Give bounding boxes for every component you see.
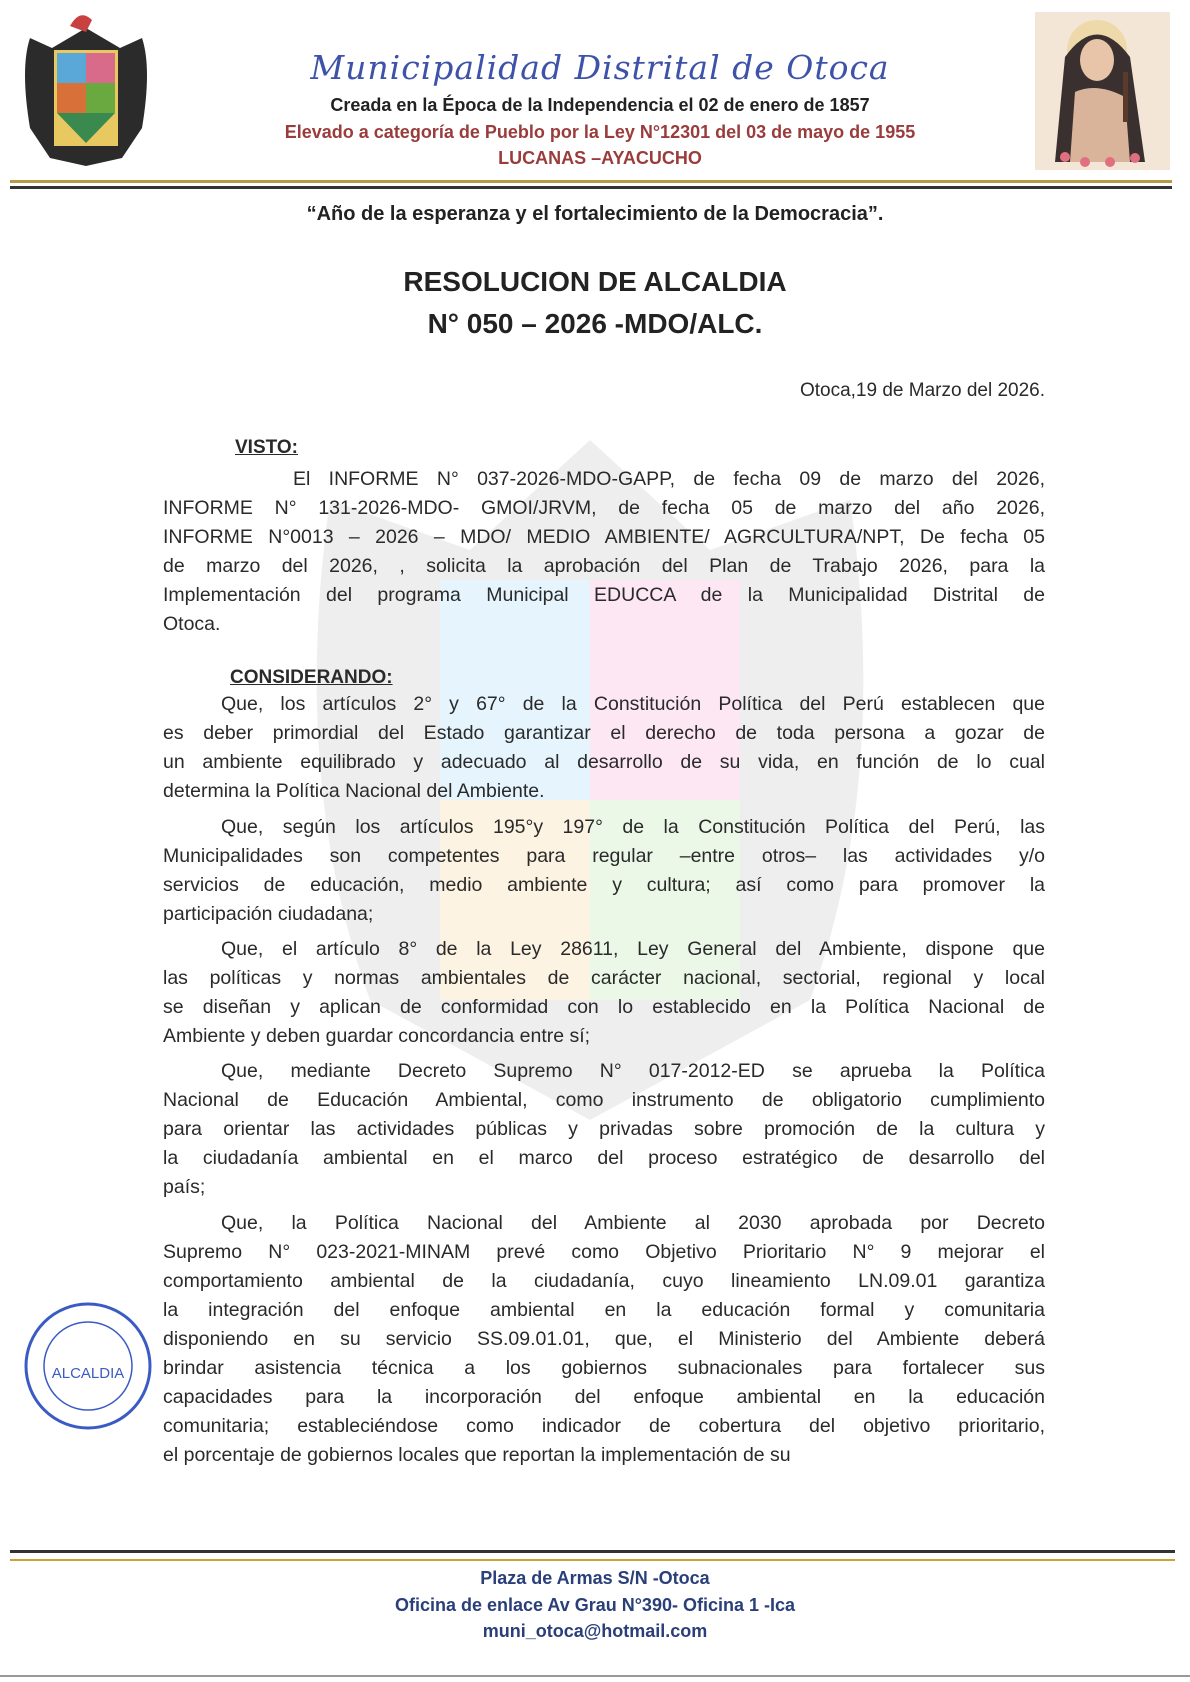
text-line: brindar asistencia técnica a los gobiernos subnacionales para fortalecer sus (163, 1357, 1045, 1379)
text-line: un ambiente equilibrado y adecuado al desarrollo de su vida, en función de lo cual (163, 751, 1045, 773)
considerando-paragraph (163, 1060, 1045, 1205)
municipality-name: Municipalidad Distrital de Otoca (310, 48, 890, 87)
text-line: El INFORME N° 037-2026-MDO-GAPP, de fecha 09 de marzo del 2026, (293, 468, 1045, 490)
resolution-title: RESOLUCION DE ALCALDIA (403, 266, 787, 297)
footer-office: Oficina de enlace Av Grau N°390- Oficina 1 -Ica (394, 1595, 796, 1615)
text-line: comunitaria; estableciéndose como indicador de cobertura del objetivo prioritario, (163, 1415, 1045, 1437)
header-divider-dark (10, 186, 1172, 189)
text-line: Implementación del programa Municipal EDUCCA de la Municipalidad Distrital de (163, 584, 1045, 606)
text-line: disponiendo en su servicio SS.09.01.01, que, el Ministerio del Ambiente deberá (163, 1328, 1045, 1350)
text-line: es deber primordial del Estado garantizar el derecho de toda persona a gozar de (163, 722, 1045, 744)
province: LUCANAS –AYACUCHO (498, 148, 702, 168)
text-line: Otoca. (163, 613, 221, 635)
text-line: comportamiento ambiental de la ciudadanía, cuyo lineamiento LN.09.01 garantiza (163, 1270, 1045, 1292)
considerando-paragraph (163, 1212, 1045, 1473)
text-line: capacidades para la incorporación del enfoque ambiental en la educación (163, 1386, 1045, 1408)
text-line: la integración del enfoque ambiental en la educación formal y comunitaria (163, 1299, 1045, 1321)
founding-note: Creada en la Época de la Independencia el 02 de enero de 1857 (330, 95, 870, 115)
text-line: se diseñan y aplican de conformidad con lo establecido en la Política Nacional de (163, 996, 1045, 1018)
text-line: la ciudadanía ambiental en el marco del proceso estratégico de desarrollo del (163, 1147, 1045, 1169)
visto-heading: VISTO: (235, 437, 298, 458)
text-line: Que, según los artículos 195°y 197° de la Constitución Política del Perú, las (221, 816, 1045, 838)
text-line: Que, la Política Nacional del Ambiente al 2030 aprobada por Decreto (221, 1212, 1045, 1234)
footer-divider-dark (10, 1550, 1175, 1553)
text-line: Que, los artículos 2° y 67° de la Constitución Política del Perú establecen que (221, 693, 1045, 715)
text-line: Que, el artículo 8° de la Ley 28611, Ley General del Ambiente, dispone que (221, 938, 1045, 960)
text-line: Ambiente y deben guardar concordancia entre sí; (163, 1025, 591, 1047)
text-line: de marzo del 2026, , solicita la aprobación del Plan de Trabajo 2026, para la (163, 555, 1045, 577)
page-bottom-edge (0, 1675, 1190, 1677)
header-divider-gold (10, 180, 1172, 183)
document-date: Otoca,19 de Marzo del 2026. (799, 380, 1045, 401)
considerando-paragraph (163, 938, 1045, 1054)
text-line: INFORME N° 131-2026-MDO- GMOI/JRVM, de fecha 05 de marzo del año 2026, (163, 497, 1045, 519)
year-motto: “Año de la esperanza y el fortalecimiento de la Democracia”. (306, 203, 884, 225)
text-line: Que, mediante Decreto Supremo N° 017-2012-ED se aprueba la Política (221, 1060, 1045, 1082)
visto-paragraph (163, 468, 1045, 642)
considerando-paragraph (163, 816, 1045, 932)
alcaldia-stamp (22, 1300, 154, 1432)
text-line: país; (163, 1176, 206, 1198)
text-line: las políticas y normas ambientales de carácter nacional, sectorial, regional y local (163, 967, 1045, 989)
text-line: participación ciudadana; (163, 903, 374, 925)
text-line: el porcentaje de gobiernos locales que reportan la implementación de su (163, 1444, 791, 1466)
stamp-label: ALCALDIA (51, 1365, 125, 1382)
footer-email: muni_otoca@hotmail.com (482, 1621, 708, 1641)
text-line: servicios de educación, medio ambiente y cultura; así como para promover la (163, 874, 1045, 896)
footer-address: Plaza de Armas S/N -Otoca (480, 1568, 710, 1588)
footer-divider-gold (10, 1559, 1175, 1561)
text-line: INFORME N°0013 – 2026 – MDO/ MEDIO AMBIENTE/ AGRCULTURA/NPT, De fecha 05 (163, 526, 1045, 548)
resolution-number: N° 050 – 2026 -MDO/ALC. (427, 308, 763, 339)
text-line: determina la Política Nacional del Ambiente. (163, 780, 545, 802)
municipal-coat-of-arms (20, 8, 152, 168)
considerando-paragraph (163, 693, 1045, 809)
text-line: Municipalidades son competentes para regular –entre otros– las actividades y/o (163, 845, 1045, 867)
text-line: para orientar las actividades públicas y privadas sobre promoción de la cultura y (163, 1118, 1045, 1140)
considerando-heading: CONSIDERANDO: (230, 667, 393, 688)
saint-image (1035, 12, 1170, 170)
text-line: Supremo N° 023-2021-MINAM prevé como Objetivo Prioritario N° 9 mejorar el (163, 1241, 1045, 1263)
text-line: Nacional de Educación Ambiental, como instrumento de obligatorio cumplimiento (163, 1089, 1045, 1111)
elevation-note: Elevado a categoría de Pueblo por la Ley N°12301 del 03 de mayo de 1955 (284, 122, 916, 142)
